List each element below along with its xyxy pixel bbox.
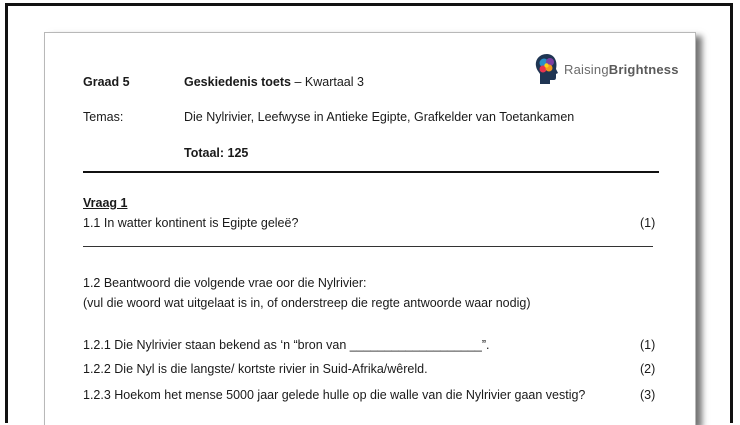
test-title-line [184, 75, 364, 89]
themes-value: Die Nylrivier, Leefwyse in Antieke Egipte, Grafkelder van Toetankamen [184, 110, 575, 124]
logo-word-brightness: Brightness [608, 61, 679, 77]
question-1-2-1: 1.2.1 Die Nylrivier staan bekend as ‘n “bron van ___________________”. [83, 338, 490, 352]
question-1-2-instruction: (vul die woord wat uitgelaat is in, of onderstreep die regte antwoorde waar nodig) [83, 296, 531, 310]
grade-label: Graad 5 [83, 75, 130, 89]
question-1-2-1-marks: (1) [640, 338, 656, 352]
question-1-1: 1.1 In watter kontinent is Egipte geleë? [83, 216, 299, 230]
brain-head-icon [534, 53, 560, 85]
question-1-2-3: 1.2.3 Hoekom het mense 5000 jaar gelede hulle op die walle van die Nylrivier gaan vestig? [83, 388, 586, 402]
question-1-2-2-marks: (2) [640, 362, 656, 376]
raising-brightness-logo [534, 52, 679, 86]
logo-word-raising: Raising [564, 61, 609, 77]
total-marks: Totaal: 125 [184, 146, 249, 160]
test-title: Geskiedenis toets [184, 75, 291, 89]
question-1-1-marks: (1) [640, 216, 656, 230]
term-label: – Kwartaal 3 [291, 75, 364, 89]
header-divider [83, 171, 659, 173]
logo-wordmark [564, 62, 679, 77]
question-1-heading: Vraag 1 [83, 196, 128, 210]
themes-label: Temas: [83, 110, 124, 124]
question-1-2-2: 1.2.2 Die Nyl is die langste/ kortste rivier in Suid-Afrika/wêreld. [83, 362, 428, 376]
question-1-2: 1.2 Beantwoord die volgende vrae oor die Nylrivier: [83, 276, 367, 290]
question-1-2-3-marks: (3) [640, 388, 656, 402]
answer-line-1-1[interactable] [83, 246, 653, 247]
